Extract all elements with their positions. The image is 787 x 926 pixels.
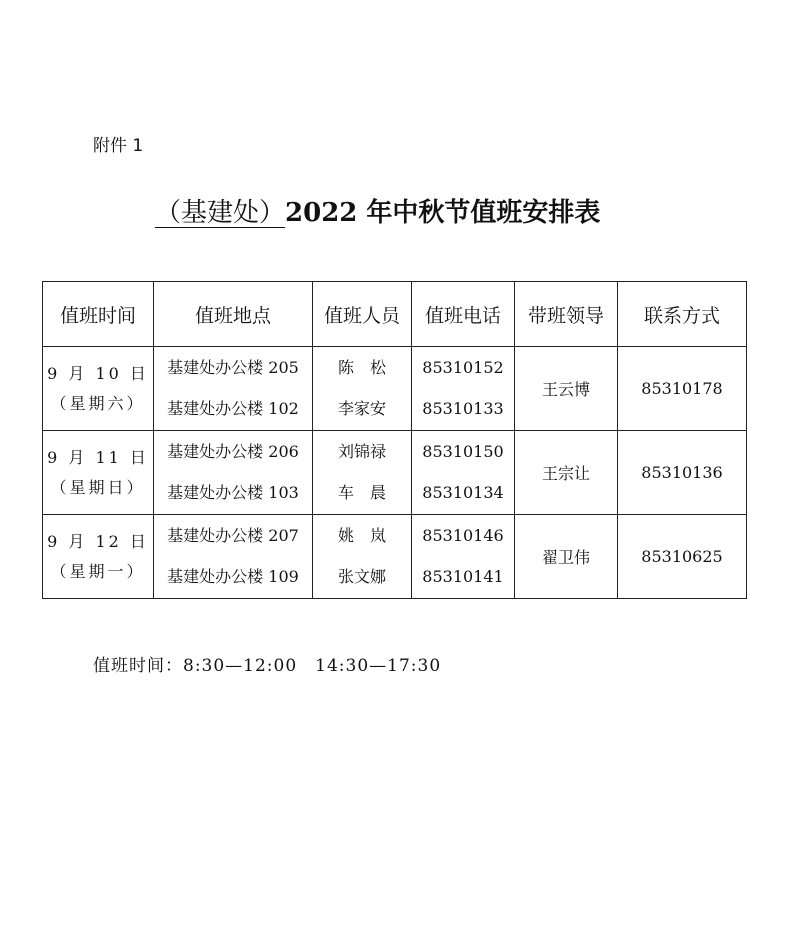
date-cell [43, 515, 154, 599]
location-text: 基建处办公楼 102 [167, 399, 299, 419]
date-cell [43, 431, 154, 515]
person-text: 陈 松 [337, 357, 386, 377]
weekday-text: （星期一） [50, 561, 146, 581]
location-cell [154, 515, 313, 599]
person-text: 刘锦禄 [337, 441, 386, 461]
phone-text: 85310134 [422, 483, 504, 503]
date-text: 9 月 11 日 [47, 447, 149, 467]
location-text: 基建处办公楼 206 [167, 441, 299, 461]
phone-cell [412, 515, 515, 599]
date-text: 9 月 10 日 [47, 363, 149, 383]
phone-cell [412, 431, 515, 515]
weekday-text: （星期日） [50, 477, 146, 497]
table-row [43, 431, 747, 515]
person-cell [313, 431, 412, 515]
phone-text: 85310133 [422, 399, 504, 419]
date-text: 9 月 12 日 [47, 531, 149, 551]
date-cell [43, 347, 154, 431]
person-cell [313, 515, 412, 599]
table-row [43, 515, 747, 599]
header-leader: 带班领导 [515, 282, 618, 347]
phone-text: 85310141 [422, 567, 504, 587]
phone-text: 85310150 [422, 441, 504, 461]
header-duty-phone: 值班电话 [412, 282, 515, 347]
duty-schedule-table [42, 281, 747, 599]
header-duty-time: 值班时间 [43, 282, 154, 347]
leader-cell: 翟卫伟 [515, 515, 618, 599]
title-unit: （基建处） [155, 198, 286, 228]
duty-hours-note: 值班时间：8:30—12:00 14:30—17:30 [93, 656, 442, 676]
leader-phone-cell: 85310178 [618, 347, 747, 431]
weekday-text: （星期六） [50, 393, 146, 413]
phone-text: 85310152 [422, 357, 504, 377]
person-cell [313, 347, 412, 431]
header-duty-person: 值班人员 [313, 282, 412, 347]
location-text: 基建处办公楼 205 [167, 357, 299, 377]
leader-phone-cell: 85310625 [618, 515, 747, 599]
phone-cell [412, 347, 515, 431]
title-main: 2022 年中秋节值班安排表 [285, 198, 601, 228]
location-cell [154, 347, 313, 431]
person-text: 姚 岚 [337, 525, 386, 545]
leader-phone-cell: 85310136 [618, 431, 747, 515]
location-text: 基建处办公楼 103 [167, 483, 299, 503]
person-text: 李家安 [337, 399, 386, 419]
location-text: 基建处办公楼 109 [167, 567, 299, 587]
person-text: 张文娜 [337, 567, 386, 587]
location-cell [154, 431, 313, 515]
header-contact: 联系方式 [618, 282, 747, 347]
leader-cell: 王宗让 [515, 431, 618, 515]
location-text: 基建处办公楼 207 [167, 525, 299, 545]
phone-text: 85310146 [422, 525, 504, 545]
person-text: 车 晨 [337, 483, 386, 503]
header-duty-location: 值班地点 [154, 282, 313, 347]
table-header-row [43, 282, 747, 347]
leader-cell: 王云博 [515, 347, 618, 431]
table-row [43, 347, 747, 431]
attachment-label: 附件 1 [93, 136, 144, 156]
document-title [155, 192, 600, 229]
